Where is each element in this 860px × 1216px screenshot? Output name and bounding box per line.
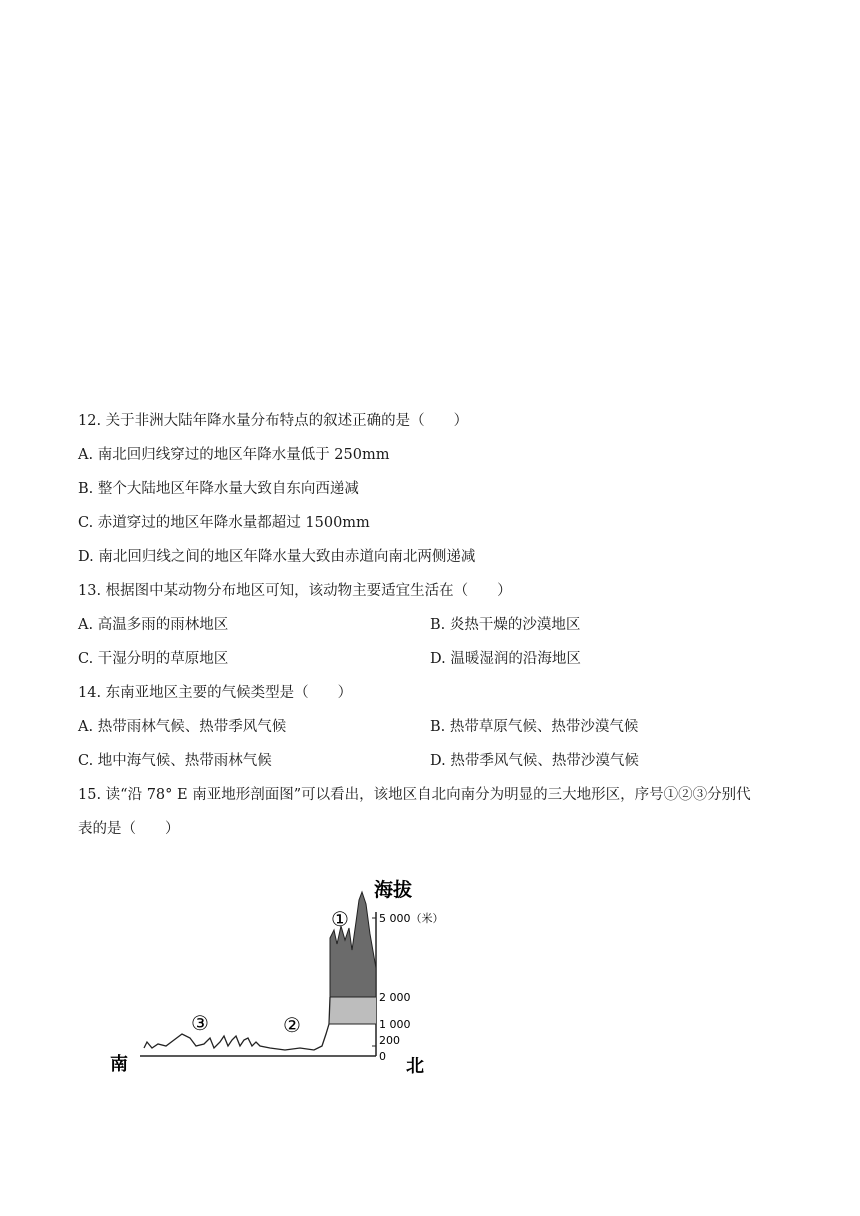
question-12-option-b: B. 整个大陆地区年降水量大致自东向西递减 <box>78 481 359 497</box>
question-15-stem-line2: 表的是（ ） <box>78 821 180 837</box>
question-14-stem: 14. 东南亚地区主要的气候类型是（ ） <box>78 685 353 701</box>
plateau-band-light <box>330 997 376 1024</box>
question-12-option-a: A. 南北回归线穿过的地区年降水量低于 250mm <box>78 447 390 463</box>
question-14-option-c: C. 地中海气候、热带雨林气候 <box>78 753 272 769</box>
marker-1: ① <box>331 907 349 931</box>
terrain-profile-figure <box>100 860 460 1090</box>
question-12-option-d: D. 南北回归线之间的地区年降水量大致由赤道向南北两侧递减 <box>78 549 476 565</box>
question-13-option-b: B. 炎热干燥的沙漠地区 <box>430 617 581 633</box>
question-13-option-a: A. 高温多雨的雨林地区 <box>78 617 229 633</box>
question-13-stem: 13. 根据图中某动物分布地区可知，该动物主要适宜生活在（ ） <box>78 583 512 599</box>
marker-2: ② <box>283 1013 301 1037</box>
question-15-stem-line1: 15. 读“沿 78° E 南亚地形剖面图”可以看出，该地区自北向南分为明显的三大地形区，序号①②③分别代 <box>78 787 751 803</box>
tick-label-1000: 1 000 <box>379 1018 411 1031</box>
tick-label-0: 0 <box>379 1050 386 1063</box>
tick-label-5000: 5 000（米） <box>379 912 444 925</box>
question-14-option-a: A. 热带雨林气候、热带季风气候 <box>78 719 287 735</box>
question-12-stem: 12. 关于非洲大陆年降水量分布特点的叙述正确的是（ ） <box>78 413 469 429</box>
marker-3: ③ <box>191 1011 209 1035</box>
question-13-option-d: D. 温暖湿润的沿海地区 <box>430 651 581 667</box>
question-14-option-b: B. 热带草原气候、热带沙漠气候 <box>430 719 639 735</box>
altitude-axis-title: 海拔 <box>374 879 413 901</box>
tick-label-200: 200 <box>379 1034 400 1047</box>
direction-north-label: 北 <box>406 1056 424 1077</box>
ground-profile-line <box>144 997 330 1050</box>
question-13-option-c: C. 干湿分明的草原地区 <box>78 651 229 667</box>
question-14-option-d: D. 热带季风气候、热带沙漠气候 <box>430 753 639 769</box>
tick-label-2000: 2 000 <box>379 991 411 1004</box>
direction-south-label: 南 <box>110 1054 128 1075</box>
question-12-option-c: C. 赤道穿过的地区年降水量都超过 1500mm <box>78 515 370 531</box>
